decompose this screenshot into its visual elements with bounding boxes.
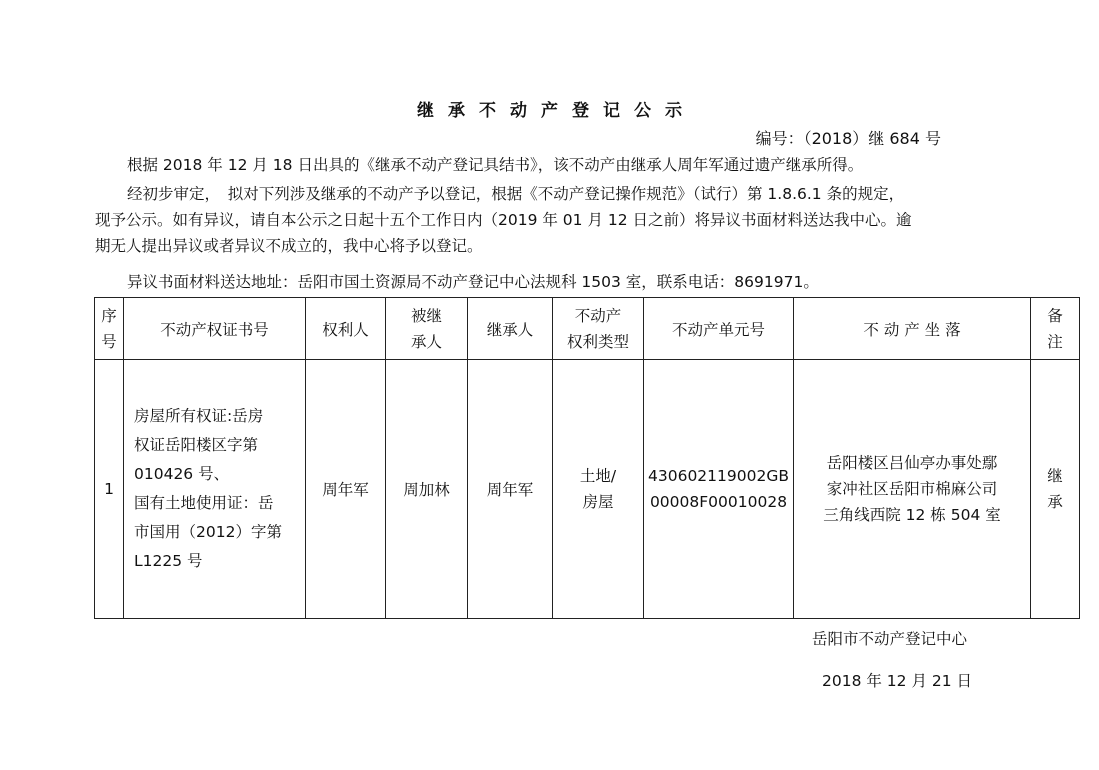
paragraph-line: 异议书面材料送达地址：岳阳市国土资源局不动产登记中心法规科 1503 室，联系电话：8691971。 [127,273,819,291]
header-heir: 继承人 [468,298,553,360]
document-number: 编号：（2018）继 684 号 [755,129,941,148]
header-right-type: 不动产 权利类型 [553,298,644,360]
header-remark: 备 注 [1031,298,1080,360]
header-location: 不 动 产 坐 落 [794,298,1031,360]
paragraph-line: 根据 2018 年 12 月 18 日出具的《继承不动产登记具结书》，该不动产由继承人周年军通过遗产继承所得。 [127,156,864,174]
cell-heir: 周年军 [468,360,553,619]
cell-seq: 1 [95,360,124,619]
cell-location: 岳阳楼区吕仙亭办事处鄢 家冲社区岳阳市棉麻公司 三角线西院 12 栋 504 室 [794,360,1031,619]
paragraph-address [95,269,819,295]
cell-right-type: 土地/ 房屋 [553,360,644,619]
header-seq: 序 号 [95,298,124,360]
header-decedent: 被继 承人 [386,298,468,360]
registration-table [94,297,1080,619]
cell-unit-number: 430602119002GB 00008F00010028 [644,360,794,619]
document-title: 继承不动产登记公示 [417,101,696,121]
cell-certificate: 房屋所有权证:岳房 权证岳阳楼区字第 010426 号、 国有土地使用证：岳 市国用（2012）字第 L1225 号 [124,360,306,619]
paragraph-line: 经初步审定， 拟对下列涉及继承的不动产予以登记，根据《不动产登记操作规范》（试行）第 1.8.6.1 条的规定， [127,185,905,203]
issuing-organization: 岳阳市不动产登记中心 [812,630,968,648]
cell-remark: 继 承 [1031,360,1080,619]
paragraph-notice [95,181,912,259]
header-unit-number: 不动产单元号 [644,298,794,360]
paragraph-basis [95,152,863,178]
cell-right-holder: 周年军 [306,360,386,619]
paragraph-line: 现予公示。如有异议，请自本公示之日起十五个工作日内（2019 年 01 月 12 日之前）将异议书面材料送达我中心。逾 [95,211,912,229]
header-certificate: 不动产权证书号 [124,298,306,360]
table-row [95,360,1080,619]
table-header-row [95,298,1080,360]
issue-date: 2018 年 12 月 21 日 [822,672,973,690]
header-right-holder: 权利人 [306,298,386,360]
cell-decedent: 周加林 [386,360,468,619]
paragraph-line: 期无人提出异议或者异议不成立的，我中心将予以登记。 [95,237,483,255]
